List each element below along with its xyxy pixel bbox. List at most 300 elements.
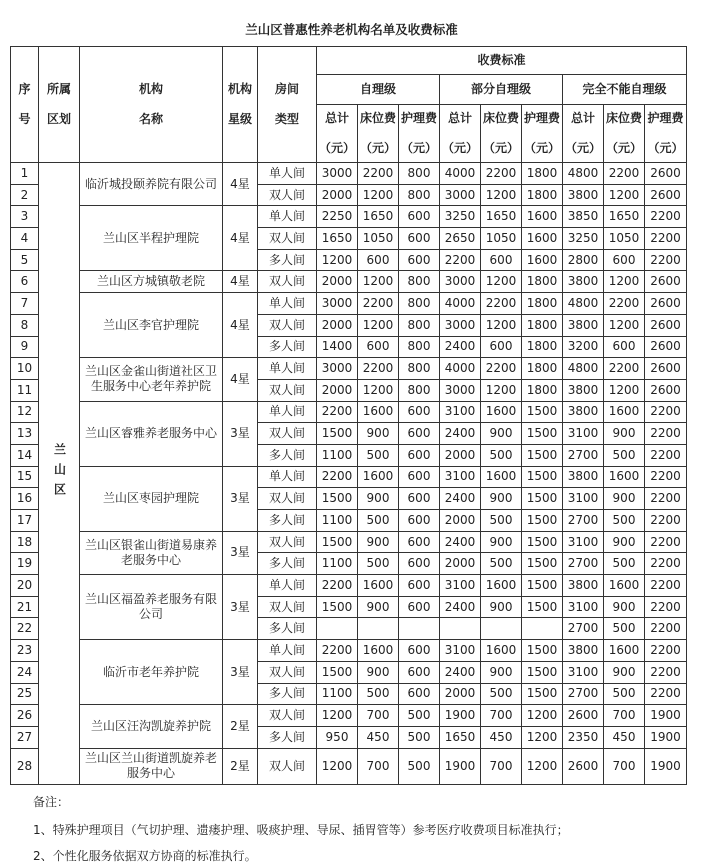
fee-cell: 1600 (358, 640, 399, 662)
fee-cell: 1050 (358, 228, 399, 250)
fee-cell: 2200 (604, 293, 645, 315)
room-type: 双人间 (258, 748, 317, 784)
fee-cell: 3250 (563, 228, 604, 250)
header-subcol: 总计 （元） (317, 105, 358, 163)
row-number: 28 (11, 748, 39, 784)
table-row (11, 293, 687, 315)
fee-cell: 1600 (481, 466, 522, 488)
fee-cell: 2200 (317, 640, 358, 662)
fee-cell: 1100 (317, 444, 358, 466)
fee-cell: 500 (604, 683, 645, 705)
fee-cell: 2400 (440, 336, 481, 358)
fee-cell: 2000 (317, 271, 358, 293)
fee-cell (522, 618, 563, 640)
table-row (11, 705, 687, 727)
fee-cell: 600 (604, 336, 645, 358)
room-type: 多人间 (258, 726, 317, 748)
table-row (11, 640, 687, 662)
fee-cell: 1200 (358, 184, 399, 206)
fee-cell: 3000 (317, 163, 358, 185)
row-number: 23 (11, 640, 39, 662)
fee-cell: 900 (481, 661, 522, 683)
fee-cell: 2350 (563, 726, 604, 748)
fee-cell: 600 (399, 444, 440, 466)
fee-cell: 2200 (317, 401, 358, 423)
fee-cell: 3000 (440, 379, 481, 401)
fee-cell: 600 (399, 466, 440, 488)
row-number: 7 (11, 293, 39, 315)
fee-cell: 3100 (440, 466, 481, 488)
fee-cell: 2200 (645, 683, 687, 705)
fee-cell: 2650 (440, 228, 481, 250)
fee-cell: 1500 (317, 488, 358, 510)
row-number: 27 (11, 726, 39, 748)
fee-cell: 1200 (522, 748, 563, 784)
room-type: 多人间 (258, 618, 317, 640)
fee-table (10, 46, 687, 785)
header-district: 所属 区划 (39, 47, 80, 163)
institution-star: 3星 (223, 531, 258, 574)
fee-cell: 2250 (317, 206, 358, 228)
institution-star: 4星 (223, 293, 258, 358)
fee-cell: 3800 (563, 314, 604, 336)
row-number: 18 (11, 531, 39, 553)
fee-cell: 3800 (563, 184, 604, 206)
fee-cell: 1200 (522, 705, 563, 727)
row-number: 14 (11, 444, 39, 466)
fee-cell (358, 618, 399, 640)
fee-cell: 600 (399, 553, 440, 575)
fee-cell: 1200 (358, 271, 399, 293)
fee-cell: 1200 (358, 314, 399, 336)
fee-cell: 500 (358, 683, 399, 705)
institution-star: 4星 (223, 358, 258, 401)
fee-cell: 3000 (440, 271, 481, 293)
fee-cell: 3100 (563, 596, 604, 618)
fee-cell: 1900 (645, 748, 687, 784)
fee-cell: 600 (399, 640, 440, 662)
institution-name: 兰山区方城镇敬老院 (80, 271, 223, 293)
fee-cell: 3100 (440, 575, 481, 597)
fee-cell: 1500 (522, 661, 563, 683)
fee-cell: 2000 (440, 510, 481, 532)
institution-name: 兰山区睿雅养老服务中心 (80, 401, 223, 466)
fee-cell: 900 (481, 423, 522, 445)
fee-cell: 2600 (645, 379, 687, 401)
fee-cell: 2200 (645, 488, 687, 510)
institution-name: 兰山区李官护理院 (80, 293, 223, 358)
fee-cell: 2000 (440, 553, 481, 575)
fee-cell: 700 (604, 705, 645, 727)
fee-cell: 900 (481, 488, 522, 510)
room-type: 双人间 (258, 661, 317, 683)
page-title: 兰山区普惠性养老机构名单及收费标准 (245, 22, 458, 37)
fee-cell: 1500 (522, 466, 563, 488)
fee-cell: 1900 (440, 705, 481, 727)
fee-cell: 500 (604, 510, 645, 532)
fee-cell: 2200 (645, 228, 687, 250)
fee-cell: 500 (604, 553, 645, 575)
institution-name: 兰山区金雀山街道社区卫生服务中心老年养护院 (80, 358, 223, 401)
fee-cell: 2200 (645, 444, 687, 466)
fee-cell: 2200 (481, 163, 522, 185)
fee-cell: 700 (604, 748, 645, 784)
fee-cell: 600 (399, 249, 440, 271)
fee-cell: 3100 (563, 531, 604, 553)
fee-cell: 2400 (440, 531, 481, 553)
fee-cell: 600 (358, 336, 399, 358)
room-type: 双人间 (258, 314, 317, 336)
header-fee-group: 收费标准 (317, 47, 687, 75)
room-type: 单人间 (258, 293, 317, 315)
room-type: 双人间 (258, 531, 317, 553)
header-subcol: 床位费 （元） (604, 105, 645, 163)
fee-cell: 1500 (522, 531, 563, 553)
institution-name: 临沂市老年养护院 (80, 640, 223, 705)
fee-cell: 500 (358, 444, 399, 466)
fee-cell: 900 (481, 596, 522, 618)
fee-cell: 800 (399, 336, 440, 358)
fee-cell (481, 618, 522, 640)
fee-cell: 4000 (440, 358, 481, 380)
fee-cell: 2200 (645, 401, 687, 423)
fee-cell: 450 (604, 726, 645, 748)
room-type: 多人间 (258, 336, 317, 358)
fee-cell: 500 (358, 553, 399, 575)
fee-cell: 3800 (563, 640, 604, 662)
row-number: 16 (11, 488, 39, 510)
row-number: 25 (11, 683, 39, 705)
fee-cell: 1100 (317, 510, 358, 532)
fee-cell: 2600 (645, 163, 687, 185)
fee-cell: 3100 (563, 423, 604, 445)
fee-cell: 1800 (522, 293, 563, 315)
row-number: 22 (11, 618, 39, 640)
fee-cell: 600 (481, 249, 522, 271)
fee-cell: 2200 (645, 531, 687, 553)
fee-cell: 2200 (481, 358, 522, 380)
table-row (11, 401, 687, 423)
fee-cell: 500 (481, 553, 522, 575)
header-group-full-care: 完全不能自理级 (563, 75, 687, 105)
fee-cell: 3100 (440, 640, 481, 662)
fee-cell: 600 (399, 596, 440, 618)
row-number: 10 (11, 358, 39, 380)
fee-cell: 3000 (317, 293, 358, 315)
room-type: 双人间 (258, 228, 317, 250)
institution-name: 兰山区半程护理院 (80, 206, 223, 271)
fee-cell: 600 (399, 488, 440, 510)
fee-cell: 3800 (563, 271, 604, 293)
table-row (11, 358, 687, 380)
fee-cell: 500 (481, 683, 522, 705)
header-seq: 序 号 (11, 47, 39, 163)
fee-cell: 1600 (604, 640, 645, 662)
fee-cell: 4000 (440, 163, 481, 185)
table-row (11, 206, 687, 228)
table-row (11, 466, 687, 488)
fee-cell: 600 (358, 249, 399, 271)
room-type: 多人间 (258, 249, 317, 271)
header-subcol: 床位费 （元） (481, 105, 522, 163)
room-type: 多人间 (258, 510, 317, 532)
fee-cell: 1650 (440, 726, 481, 748)
row-number: 11 (11, 379, 39, 401)
fee-cell: 600 (399, 510, 440, 532)
fee-cell: 2000 (317, 314, 358, 336)
fee-cell: 1200 (522, 726, 563, 748)
header-subcol: 总计 （元） (563, 105, 604, 163)
table-row (11, 271, 687, 293)
table-row (11, 531, 687, 553)
fee-cell: 1200 (317, 705, 358, 727)
fee-cell: 2200 (645, 618, 687, 640)
fee-cell: 900 (604, 661, 645, 683)
header-institution: 机构 名称 (80, 47, 223, 163)
row-number: 1 (11, 163, 39, 185)
fee-cell: 1500 (522, 401, 563, 423)
fee-cell: 1600 (604, 466, 645, 488)
fee-cell: 1200 (317, 249, 358, 271)
fee-cell: 2200 (645, 423, 687, 445)
fee-cell: 2200 (317, 575, 358, 597)
fee-cell: 1500 (522, 575, 563, 597)
fee-cell: 900 (604, 423, 645, 445)
room-type: 多人间 (258, 683, 317, 705)
room-type: 多人间 (258, 553, 317, 575)
fee-cell: 2200 (645, 510, 687, 532)
fee-cell: 1600 (358, 401, 399, 423)
fee-cell: 500 (358, 510, 399, 532)
fee-cell: 4800 (563, 293, 604, 315)
fee-cell: 1500 (317, 531, 358, 553)
room-type: 双人间 (258, 705, 317, 727)
row-number: 21 (11, 596, 39, 618)
table-row (11, 575, 687, 597)
fee-cell: 900 (604, 488, 645, 510)
table-body (11, 163, 687, 785)
institution-name: 兰山区银雀山街道易康养老服务中心 (80, 531, 223, 574)
fee-cell: 450 (358, 726, 399, 748)
fee-cell: 1800 (522, 184, 563, 206)
fee-cell: 1500 (522, 423, 563, 445)
fee-cell: 3200 (563, 336, 604, 358)
fee-cell: 600 (399, 228, 440, 250)
header-subcol: 护理费 （元） (522, 105, 563, 163)
fee-cell: 1600 (522, 206, 563, 228)
fee-cell: 700 (358, 705, 399, 727)
fee-cell: 1500 (522, 553, 563, 575)
fee-cell: 2600 (645, 314, 687, 336)
fee-cell: 900 (358, 596, 399, 618)
fee-cell: 1100 (317, 553, 358, 575)
fee-cell: 2700 (563, 444, 604, 466)
header-subcol: 护理费 （元） (645, 105, 687, 163)
fee-cell: 2200 (645, 661, 687, 683)
fee-cell: 2600 (645, 184, 687, 206)
fee-cell: 2400 (440, 596, 481, 618)
fee-cell: 2600 (645, 293, 687, 315)
fee-cell: 2200 (645, 596, 687, 618)
fee-cell: 600 (399, 661, 440, 683)
room-type: 单人间 (258, 401, 317, 423)
fee-cell: 1200 (604, 184, 645, 206)
fee-cell: 2600 (645, 271, 687, 293)
fee-cell: 1650 (604, 206, 645, 228)
fee-cell: 3100 (440, 401, 481, 423)
room-type: 双人间 (258, 596, 317, 618)
fee-cell: 1200 (604, 314, 645, 336)
fee-cell: 3800 (563, 466, 604, 488)
institution-star: 3星 (223, 466, 258, 531)
fee-cell: 2200 (645, 640, 687, 662)
fee-cell: 500 (481, 510, 522, 532)
fee-cell: 3850 (563, 206, 604, 228)
fee-cell: 500 (604, 618, 645, 640)
fee-cell: 1200 (604, 379, 645, 401)
row-number: 8 (11, 314, 39, 336)
room-type: 单人间 (258, 163, 317, 185)
fee-cell: 600 (399, 401, 440, 423)
fee-cell: 1500 (522, 510, 563, 532)
fee-cell: 2400 (440, 423, 481, 445)
fee-cell: 2200 (604, 163, 645, 185)
fee-cell: 1200 (481, 314, 522, 336)
header-star: 机构 星级 (223, 47, 258, 163)
institution-star: 3星 (223, 575, 258, 640)
fee-cell: 1900 (645, 726, 687, 748)
fee-cell: 1050 (604, 228, 645, 250)
fee-cell: 3800 (563, 379, 604, 401)
row-number: 13 (11, 423, 39, 445)
fee-cell: 2700 (563, 618, 604, 640)
fee-cell: 800 (399, 358, 440, 380)
fee-cell: 2200 (317, 466, 358, 488)
fee-cell: 2600 (563, 705, 604, 727)
row-number: 17 (11, 510, 39, 532)
fee-cell: 3000 (440, 184, 481, 206)
institution-name: 临沂城投颐养院有限公司 (80, 163, 223, 206)
header-subcol: 护理费 （元） (399, 105, 440, 163)
fee-cell: 1500 (522, 596, 563, 618)
fee-cell: 900 (358, 423, 399, 445)
fee-cell: 700 (358, 748, 399, 784)
institution-name: 兰山区兰山街道凯旋养老服务中心 (80, 748, 223, 784)
fee-cell: 3100 (563, 661, 604, 683)
fee-cell: 800 (399, 271, 440, 293)
fee-cell: 900 (604, 531, 645, 553)
fee-cell: 2000 (440, 444, 481, 466)
fee-cell: 700 (481, 748, 522, 784)
fee-cell: 500 (604, 444, 645, 466)
fee-cell: 600 (399, 683, 440, 705)
fee-cell: 800 (399, 293, 440, 315)
fee-cell: 2600 (563, 748, 604, 784)
fee-cell: 4000 (440, 293, 481, 315)
fee-cell: 1800 (522, 271, 563, 293)
fee-cell: 2200 (358, 293, 399, 315)
fee-cell: 1200 (604, 271, 645, 293)
fee-cell: 2600 (645, 358, 687, 380)
fee-cell (317, 618, 358, 640)
row-number: 6 (11, 271, 39, 293)
fee-cell: 2700 (563, 553, 604, 575)
institution-star: 4星 (223, 206, 258, 271)
notes-label: 备注： (33, 795, 70, 809)
fee-cell: 800 (399, 314, 440, 336)
fee-cell: 1500 (317, 596, 358, 618)
fee-cell: 3800 (563, 401, 604, 423)
fee-cell: 1800 (522, 163, 563, 185)
row-number: 26 (11, 705, 39, 727)
fee-cell: 900 (481, 531, 522, 553)
fee-cell: 2200 (604, 358, 645, 380)
room-type: 双人间 (258, 488, 317, 510)
row-number: 9 (11, 336, 39, 358)
fee-cell: 1800 (522, 358, 563, 380)
fee-cell: 950 (317, 726, 358, 748)
fee-cell: 1500 (522, 444, 563, 466)
fee-cell: 2800 (563, 249, 604, 271)
fee-cell: 500 (399, 705, 440, 727)
fee-cell: 2700 (563, 510, 604, 532)
fee-cell: 800 (399, 379, 440, 401)
fee-cell: 1900 (645, 705, 687, 727)
fee-cell: 1800 (522, 336, 563, 358)
fee-cell (399, 618, 440, 640)
fee-cell: 1600 (358, 575, 399, 597)
fee-cell: 2200 (645, 575, 687, 597)
fee-cell: 2400 (440, 488, 481, 510)
fee-cell: 1800 (522, 314, 563, 336)
institution-star: 2星 (223, 705, 258, 748)
fee-cell: 2200 (440, 249, 481, 271)
fee-cell: 2000 (317, 379, 358, 401)
fee-cell: 600 (481, 336, 522, 358)
table-row (11, 748, 687, 784)
fee-cell: 1600 (481, 640, 522, 662)
fee-cell: 1200 (358, 379, 399, 401)
fee-cell: 1050 (481, 228, 522, 250)
fee-cell: 600 (399, 423, 440, 445)
fee-cell: 1800 (522, 379, 563, 401)
fee-cell: 4800 (563, 358, 604, 380)
fee-cell: 1500 (317, 423, 358, 445)
header-group-partial-care: 部分自理级 (440, 75, 563, 105)
fee-cell: 3800 (563, 575, 604, 597)
fee-cell: 1200 (317, 748, 358, 784)
fee-cell: 1100 (317, 683, 358, 705)
header-room-type: 房间 类型 (258, 47, 317, 163)
room-type: 双人间 (258, 379, 317, 401)
fee-cell: 1650 (481, 206, 522, 228)
fee-cell: 1200 (481, 379, 522, 401)
fee-cell: 1200 (481, 184, 522, 206)
fee-cell: 2000 (317, 184, 358, 206)
fee-cell: 1500 (522, 640, 563, 662)
header-subcol: 床位费 （元） (358, 105, 399, 163)
fee-cell (440, 618, 481, 640)
row-number: 24 (11, 661, 39, 683)
fee-cell: 2200 (358, 163, 399, 185)
fee-cell: 1600 (522, 228, 563, 250)
row-number: 5 (11, 249, 39, 271)
room-type: 双人间 (258, 423, 317, 445)
note-item: 2、个性化服务依据双方协商的标准执行。 (33, 849, 257, 863)
fee-cell: 2000 (440, 683, 481, 705)
fee-cell: 1600 (358, 466, 399, 488)
note-item: 1、特殊护理项目（气切护理、遗瘘护理、吸痰护理、导尿、插胃管等）参考医疗收费项目标准执行； (33, 823, 569, 837)
